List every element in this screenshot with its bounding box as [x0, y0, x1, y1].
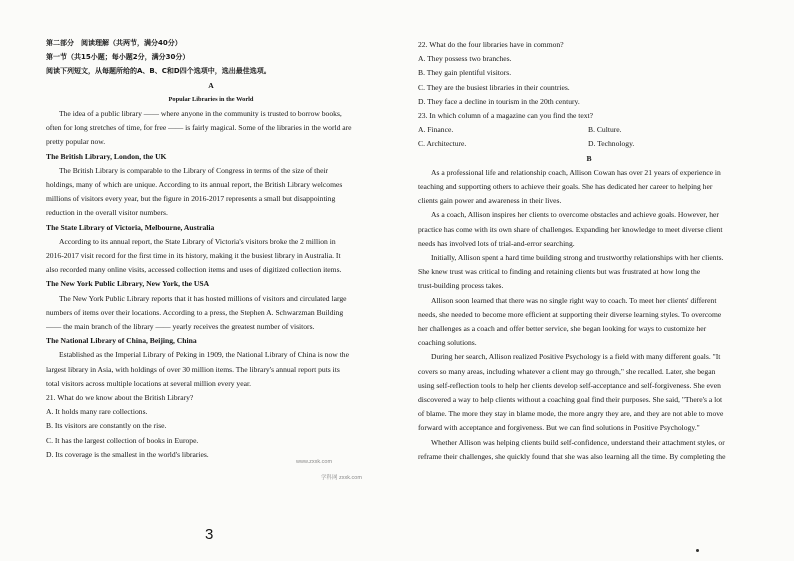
passage-label-b: B [586, 153, 592, 163]
question-21-options [46, 405, 376, 462]
option-c: C. They are the busiest libraries in their countries. [418, 82, 570, 92]
text-line: The idea of a public library —— where anyone in the community is trusted to borrow books, [59, 109, 342, 119]
paragraph-british-library [46, 164, 376, 221]
text-line: reframe their challenges, she quickly found that she was also learning all the time. By completing the [418, 451, 726, 461]
text-line: pretty popular now. [46, 137, 106, 147]
question-23: 23. In which column of a magazine can you find the text? [418, 111, 594, 121]
text-line: reduction in the overall visitor numbers. [46, 208, 168, 218]
subsection-header: 第一节（共15小题；每小题2分，满分30分） [46, 53, 190, 62]
text-line: holdings, many of which are unique. According to its annual report, the British Library welcomes [46, 180, 343, 190]
text-line: numbers of items over their locations. According to a press, the Stephen A. Schwarzman Building [46, 307, 344, 317]
question-23-options [418, 123, 760, 151]
option-b: B. They gain plentiful visitors. [418, 68, 512, 78]
text-line: As a coach, Allison inspires her clients to overcome obstacles and achieve goals. However, her [431, 210, 719, 220]
text-line: Established as the Imperial Library of Peking in 1909, the National Library of China is now the [59, 350, 349, 360]
text-line: practice has come with its own share of challenges. Expanding her knowledge to meet diverse client [418, 224, 723, 234]
text-line: covers so many areas, including whatever a client may go through," she recalled. Later, she began [418, 366, 716, 376]
text-line: The British Library is comparable to the Library of Congress in terms of the size of their [59, 165, 329, 175]
text-line: using self-reflection tools to help her clients develop self-acceptance and self-forgiveness. She even [418, 380, 721, 390]
text-line: needs has involved lots of trial-and-error searching. [418, 238, 575, 248]
option-c: C. It has the largest collection of books in Europe. [46, 435, 199, 445]
text-line: coaching solutions. [418, 338, 477, 348]
question-21: 21. What do we know about the British Library? [46, 393, 194, 403]
text-line: Allison soon learned that there was no single right way to coach. To meet her clients' different [431, 295, 717, 305]
right-column [418, 38, 760, 464]
heading-new-york-library: The New York Public Library, New York, the USA [46, 279, 210, 289]
text-line: According to its annual report, the State Library of Victoria's visitors broke the 2 million in [59, 236, 336, 246]
text-line: During her search, Allison realized Positive Psychology is a field with many different goals. "It [431, 352, 721, 362]
question-22: 22. What do the four libraries have in common? [418, 40, 564, 49]
text-line: total visitors across multiple locations at several million every year. [46, 378, 251, 388]
paragraph-china-library [46, 348, 376, 391]
option-d: D. They face a decline in tourism in the 20th century. [418, 96, 580, 106]
paragraph-b4 [418, 294, 760, 351]
question-22-options [418, 52, 760, 109]
text-line: needs, she needed to become more efficient at supporting their diverse learning styles. To overcome [418, 309, 722, 319]
text-line: discovered a way to help clients without a coaching goal find their purposes. She said, "There's a lot [418, 395, 723, 405]
text-line: trust-building process takes. [418, 281, 504, 291]
option-d: D. Technology. [588, 139, 635, 149]
option-a: A. They possess two branches. [418, 54, 512, 64]
paragraph-new-york-library [46, 292, 376, 335]
text-line: Whether Allison was helping clients build self-confidence, understand their attachment styles, or [431, 437, 725, 447]
text-line: often for long stretches of time, for free —— is fairly magical. Some of the libraries in the world are [46, 123, 352, 133]
page-number: 3 [205, 526, 214, 543]
text-line: forward with acceptance and forgiveness. But we can find solutions in Positive Psychology." [418, 423, 700, 433]
text-line: teaching and supporting others to achieve their goals. She has dedicated her career to helping her [418, 182, 713, 192]
heading-victoria-library: The State Library of Victoria, Melbourne, Australia [46, 222, 215, 232]
instructions: 阅读下列短文，从每题所给的A、B、C和D四个选项中，选出最佳选项。 [46, 67, 271, 76]
text-line: millions of visitors every year, but the figure in 2016-2017 represents a small but disappointing [46, 194, 336, 204]
passage-label-a: A [208, 80, 214, 90]
heading-british-library: The British Library, London, the UK [46, 151, 167, 161]
text-line: largest library in Asia, with holdings of over 30 million items. The library's annual report puts its [46, 364, 340, 374]
option-a: A. It holds many rare collections. [46, 407, 148, 417]
paragraph-b6 [418, 436, 760, 464]
paragraph-b1 [418, 166, 760, 209]
text-line: her challenges as a coach and offer better service, she began looking for ways to customize her [418, 324, 707, 334]
paragraph-b3 [418, 251, 760, 294]
intro-paragraph [46, 107, 376, 150]
paragraph-b5 [418, 350, 760, 435]
option-b: B. Its visitors are constantly on the rise. [46, 421, 167, 431]
text-line: As a professional life and relationship coach, Allison Cowan has over 21 years of experience in [431, 167, 721, 177]
heading-china-library: The National Library of China, Beijing, China [46, 336, 197, 346]
option-a: A. Finance. [418, 125, 454, 135]
watermark: 学科网 zxxk.com [321, 475, 362, 481]
option-b: B. Culture. [588, 125, 622, 135]
option-c: C. Architecture. [418, 139, 467, 149]
scan-speck [696, 549, 699, 552]
text-line: also recorded many online visits, accessed collection items and uses of digitized collection items. [46, 265, 342, 275]
text-line: —— the main branch of the library —— yearly receives the greatest number of visitors. [46, 322, 315, 332]
text-line: clients gain power and awareness in their lives. [418, 196, 562, 206]
text-line: Initially, Allison spent a hard time building strong and trustworthy relationships with her clients. [431, 253, 724, 263]
paragraph-victoria-library [46, 235, 376, 278]
passage-title: Popular Libraries in the World [168, 95, 254, 103]
watermark: www.zxxk.com [296, 459, 333, 465]
text-line: The New York Public Library reports that it has hosted millions of visitors and circulated large [59, 293, 347, 303]
option-d: D. Its coverage is the smallest in the world's libraries. [46, 449, 209, 459]
paragraph-b2 [418, 208, 760, 251]
section-header: 第二部分 阅读理解（共两节，满分40分） [46, 39, 182, 47]
text-line: 2016-2017 visit record for the first time in its history, making it the busiest library in Australia. It [46, 251, 341, 261]
text-line: of blame. The more they stay in blame mode, the more angry they are, and they are not able to move [418, 409, 724, 419]
text-line: She knew trust was critical to finding and retaining clients but was frustrated at how long the [418, 267, 701, 277]
left-column [46, 36, 376, 462]
